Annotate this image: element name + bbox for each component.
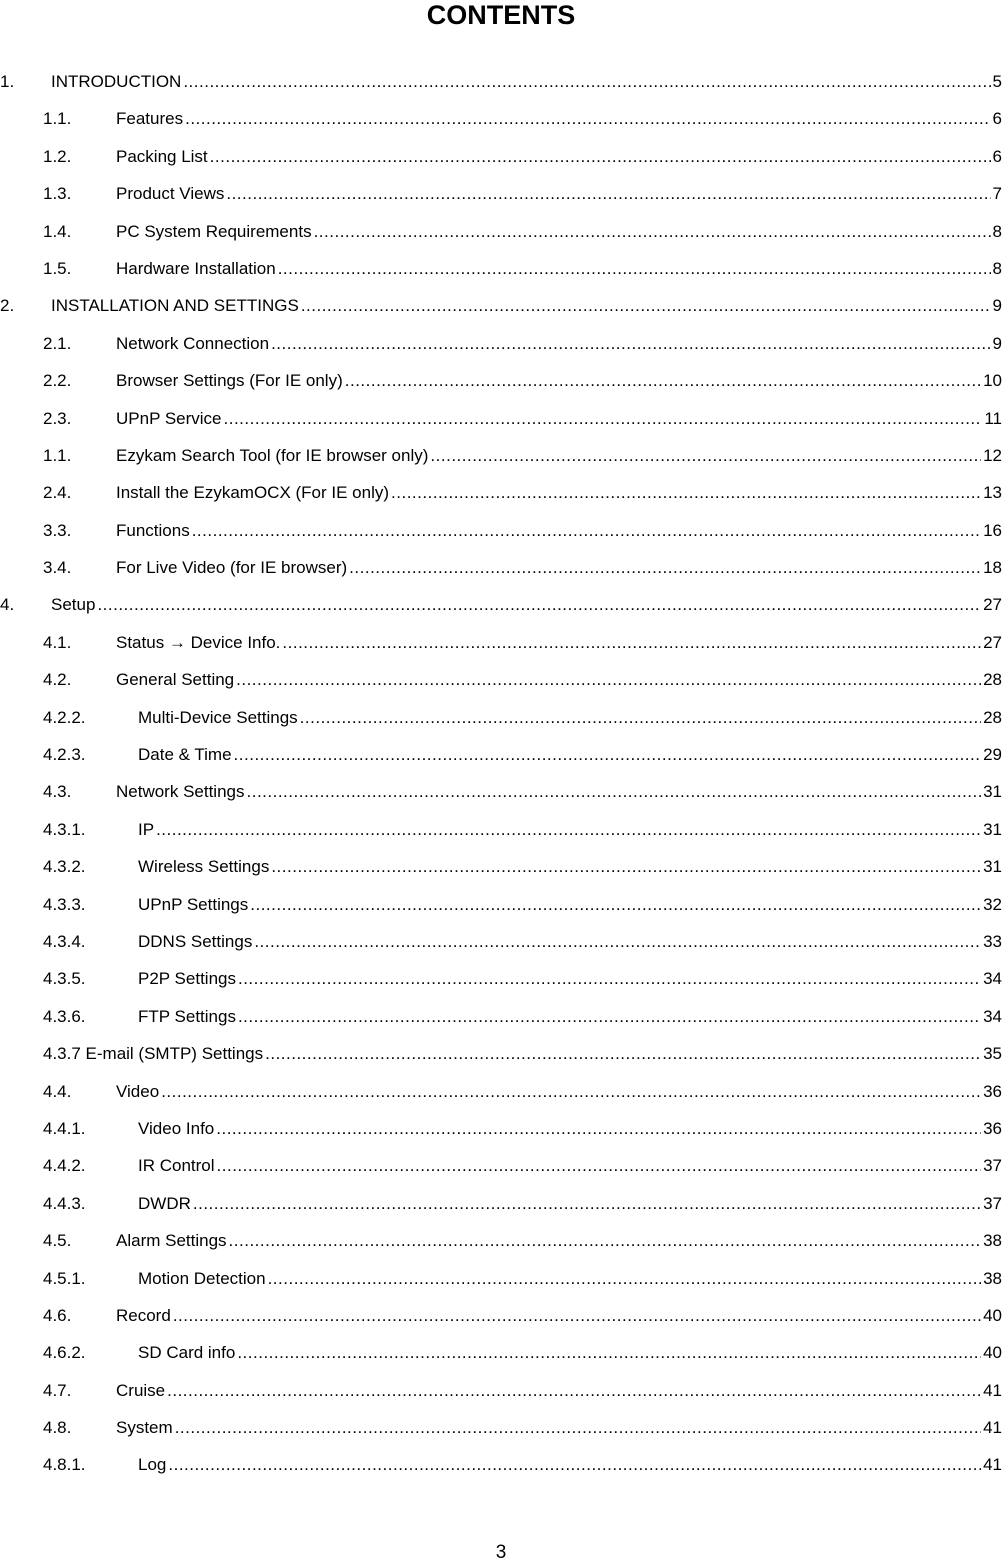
toc-entry-line bbox=[116, 370, 1002, 392]
toc-entry-label: Cruise bbox=[116, 1380, 166, 1400]
toc-entry-line bbox=[51, 71, 1002, 93]
toc-entry-line bbox=[138, 1268, 1002, 1290]
toc-entry-label: For Live Video (for IE browser) bbox=[116, 558, 348, 578]
dot-leader bbox=[247, 781, 982, 803]
toc-entry-page: 12 bbox=[983, 445, 1002, 465]
toc-entry-number: 4.7. bbox=[43, 1380, 72, 1400]
dot-leader bbox=[278, 258, 991, 280]
dot-leader bbox=[430, 445, 981, 467]
toc-entry[interactable] bbox=[0, 445, 1002, 482]
toc-entry-number: 4.2.2. bbox=[43, 707, 86, 727]
toc-entry-page: 37 bbox=[983, 1193, 1002, 1213]
toc-entry-number: 4.8. bbox=[43, 1418, 72, 1438]
toc-entry-page: 8 bbox=[992, 221, 1002, 241]
toc-entry-page: 40 bbox=[983, 1343, 1002, 1363]
toc-entry-label: Browser Settings (For IE only) bbox=[116, 371, 343, 391]
toc-entry-label: Motion Detection bbox=[138, 1268, 266, 1288]
dot-leader bbox=[238, 968, 981, 990]
toc-entry-line bbox=[116, 557, 1002, 579]
toc-entry[interactable] bbox=[0, 370, 1002, 407]
toc-entry-number: 1.3. bbox=[43, 184, 72, 204]
dot-leader bbox=[254, 931, 981, 953]
toc-entry[interactable] bbox=[0, 295, 1002, 332]
toc-entry-line bbox=[116, 1230, 1002, 1252]
dot-leader bbox=[301, 295, 991, 317]
toc-entry[interactable] bbox=[0, 968, 1002, 1005]
toc-entry-page: 27 bbox=[983, 632, 1002, 652]
toc-entry-number: 4.4.1. bbox=[43, 1118, 86, 1138]
toc-entry-page: 32 bbox=[983, 894, 1002, 914]
toc-entry[interactable] bbox=[0, 258, 1002, 295]
toc-entry[interactable] bbox=[0, 333, 1002, 370]
toc-entry-page: 7 bbox=[992, 184, 1002, 204]
dot-leader bbox=[173, 1305, 981, 1327]
toc-entry-label: IR Control bbox=[138, 1156, 215, 1176]
dot-leader bbox=[210, 146, 991, 168]
toc-entry-line bbox=[116, 632, 1002, 654]
toc-entry-page: 6 bbox=[992, 146, 1002, 166]
dot-leader bbox=[349, 557, 981, 579]
toc-entry-number: 4.4.2. bbox=[43, 1156, 86, 1176]
toc-entry-label: 4.3.7 E-mail (SMTP) Settings bbox=[43, 1044, 264, 1064]
toc-entry-label: Ezykam Search Tool (for IE browser only) bbox=[116, 445, 429, 465]
toc-entry-label: Video Info bbox=[138, 1118, 215, 1138]
dot-leader bbox=[224, 408, 983, 430]
toc-entry-label: FTP Settings bbox=[138, 1006, 236, 1026]
toc-entry-page: 34 bbox=[983, 969, 1002, 989]
toc-entry-page: 31 bbox=[983, 819, 1002, 839]
toc-entry-page: 27 bbox=[983, 595, 1002, 615]
toc-entry-page: 9 bbox=[992, 296, 1002, 316]
toc-entry-number: 4.3.6. bbox=[43, 1006, 86, 1026]
toc-entry-line bbox=[116, 221, 1002, 243]
toc-entry-label: Alarm Settings bbox=[116, 1231, 227, 1251]
toc-entry-line bbox=[138, 1454, 1002, 1476]
toc-entry[interactable] bbox=[0, 1342, 1002, 1379]
toc-entry-line bbox=[138, 894, 1002, 916]
toc-entry-label: Log bbox=[138, 1455, 167, 1475]
toc-entry-number: 4.3. bbox=[43, 782, 72, 802]
toc-entry[interactable] bbox=[0, 1305, 1002, 1342]
toc-entry-line bbox=[138, 1193, 1002, 1215]
dot-leader bbox=[97, 594, 981, 616]
toc-entry-number: 4.3.3. bbox=[43, 894, 86, 914]
toc-entry-number: 4.5.1. bbox=[43, 1268, 86, 1288]
toc-entry[interactable] bbox=[0, 781, 1002, 818]
toc-entry-label: System bbox=[116, 1418, 173, 1438]
dot-leader bbox=[345, 370, 981, 392]
toc-entry-number: 4.6. bbox=[43, 1305, 72, 1325]
dot-leader bbox=[168, 1454, 981, 1476]
toc-entry-label: Hardware Installation bbox=[116, 258, 276, 278]
toc-entry-page: 34 bbox=[983, 1006, 1002, 1026]
toc-entry-page: 36 bbox=[983, 1081, 1002, 1101]
toc-entry-label: Status → Device Info. bbox=[116, 632, 281, 652]
toc-entry-number: 4.1. bbox=[43, 632, 72, 652]
dot-leader bbox=[238, 1006, 981, 1028]
toc-entry-line bbox=[116, 520, 1002, 542]
toc-entry-number: 1.1. bbox=[43, 445, 72, 465]
toc-entry-number: 2.3. bbox=[43, 408, 72, 428]
toc-entry-line bbox=[116, 408, 1002, 430]
toc-entry[interactable] bbox=[0, 856, 1002, 893]
toc-entry[interactable] bbox=[0, 408, 1002, 445]
dot-leader bbox=[237, 1342, 981, 1364]
toc-entry-label: General Setting bbox=[116, 670, 235, 690]
dot-leader bbox=[175, 1417, 981, 1439]
toc-entry-page: 31 bbox=[983, 782, 1002, 802]
dot-leader bbox=[391, 482, 981, 504]
toc-entry-line bbox=[116, 1417, 1002, 1439]
dot-leader bbox=[250, 894, 981, 916]
toc-entry-number: 4.4. bbox=[43, 1081, 72, 1101]
toc-entry-number: 2.4. bbox=[43, 483, 72, 503]
toc-entry-number: 4.6.2. bbox=[43, 1343, 86, 1363]
toc-entry-page: 36 bbox=[983, 1118, 1002, 1138]
toc-entry[interactable] bbox=[0, 221, 1002, 258]
toc-entry-number: 2. bbox=[0, 296, 15, 316]
toc-entry-page: 6 bbox=[992, 109, 1002, 129]
toc-entry-label: Product Views bbox=[116, 184, 225, 204]
toc-entry-page: 28 bbox=[983, 670, 1002, 690]
toc-entry-number: 4.5. bbox=[43, 1231, 72, 1251]
toc-entry-number: 1.2. bbox=[43, 146, 72, 166]
toc-entry-number: 3.4. bbox=[43, 558, 72, 578]
toc-entry-page: 38 bbox=[983, 1268, 1002, 1288]
toc-entry[interactable] bbox=[0, 931, 1002, 968]
toc-entry-label: PC System Requirements bbox=[116, 221, 312, 241]
dot-leader bbox=[167, 1380, 981, 1402]
toc-entry[interactable] bbox=[0, 520, 1002, 557]
toc-entry[interactable] bbox=[0, 1006, 1002, 1043]
toc-entry-label: Multi-Device Settings bbox=[138, 707, 298, 727]
dot-leader bbox=[185, 108, 990, 130]
toc-entry-label: DDNS Settings bbox=[138, 931, 253, 951]
toc-entry-line bbox=[138, 931, 1002, 953]
toc-entry-page: 40 bbox=[983, 1305, 1002, 1325]
toc-entry-label: Video bbox=[116, 1081, 160, 1101]
toc-entry-label: UPnP Settings bbox=[138, 894, 249, 914]
toc-entry-line bbox=[51, 594, 1002, 616]
toc-entry-page: 5 bbox=[992, 72, 1002, 91]
toc-entry-line bbox=[116, 1380, 1002, 1402]
toc-entry-number: 1.1. bbox=[43, 109, 72, 129]
toc-entry-label: P2P Settings bbox=[138, 969, 236, 989]
dot-leader bbox=[271, 856, 981, 878]
dot-leader bbox=[268, 1268, 982, 1290]
toc-entry[interactable] bbox=[0, 1454, 1002, 1491]
toc-entry-page: 28 bbox=[983, 707, 1002, 727]
dot-leader bbox=[271, 333, 990, 355]
toc-entry-line bbox=[138, 1118, 1002, 1140]
dot-leader bbox=[161, 1081, 981, 1103]
toc-entry-number: 4.2.3. bbox=[43, 745, 86, 765]
toc-entry-line bbox=[138, 819, 1002, 841]
dot-leader bbox=[226, 183, 990, 205]
dot-leader bbox=[193, 1193, 981, 1215]
toc-entry[interactable] bbox=[0, 707, 1002, 744]
toc-entry-label: SD Card info bbox=[138, 1343, 236, 1363]
toc-entry[interactable] bbox=[0, 744, 1002, 781]
toc-entry-label: Install the EzykamOCX (For IE only) bbox=[116, 483, 390, 503]
toc-entry-number: 2.1. bbox=[43, 333, 72, 353]
toc-entry-label: Network Connection bbox=[116, 333, 270, 353]
toc-entry[interactable] bbox=[0, 71, 1002, 108]
toc-entry-label: Setup bbox=[51, 595, 96, 615]
toc-entry[interactable] bbox=[0, 894, 1002, 931]
toc-entry-label: Record bbox=[116, 1305, 171, 1325]
toc-entry[interactable] bbox=[0, 146, 1002, 183]
toc-entry[interactable] bbox=[0, 1268, 1002, 1305]
toc-entry[interactable] bbox=[0, 1230, 1002, 1267]
toc-entry-line bbox=[116, 258, 1002, 280]
dot-leader bbox=[229, 1230, 982, 1252]
toc-entry[interactable] bbox=[0, 1380, 1002, 1417]
toc-entry-number: 1.5. bbox=[43, 258, 72, 278]
toc-entry[interactable] bbox=[0, 183, 1002, 220]
toc-entry-line bbox=[116, 482, 1002, 504]
toc-entry-line bbox=[51, 295, 1002, 317]
toc-entry[interactable] bbox=[0, 108, 1002, 145]
toc-entry-label: Features bbox=[116, 109, 184, 129]
dot-leader bbox=[314, 221, 991, 243]
page-title: CONTENTS bbox=[426, 0, 576, 30]
toc-entry-number: 4.4.3. bbox=[43, 1193, 86, 1213]
dot-leader bbox=[236, 669, 981, 691]
toc-entry-label: Network Settings bbox=[116, 782, 245, 802]
toc-entry-label: UPnP Service bbox=[116, 408, 222, 428]
toc-entry-page: 41 bbox=[983, 1380, 1002, 1400]
toc-entry[interactable] bbox=[0, 1155, 1002, 1192]
toc-entry-number: 4.2. bbox=[43, 670, 72, 690]
toc-entry-line bbox=[43, 1043, 1002, 1065]
toc-entry-number: 1. bbox=[0, 72, 15, 91]
toc-entry-line bbox=[116, 108, 1002, 130]
toc-entry-page: 33 bbox=[983, 931, 1002, 951]
toc-entry-page: 18 bbox=[983, 558, 1002, 578]
toc-entry-page: 9 bbox=[992, 333, 1002, 353]
toc-entry[interactable] bbox=[0, 1417, 1002, 1454]
toc-entry[interactable] bbox=[0, 632, 1002, 669]
toc-entry-page: 10 bbox=[983, 371, 1002, 391]
toc-entry-label: Date & Time bbox=[138, 745, 232, 765]
toc-entry-number: 4.8.1. bbox=[43, 1455, 86, 1475]
toc-entry-number: 3.3. bbox=[43, 520, 72, 540]
toc-entry-label: INTRODUCTION bbox=[51, 72, 182, 91]
toc-entry-number: 4.3.4. bbox=[43, 931, 86, 951]
toc-entry-line bbox=[138, 1155, 1002, 1177]
toc-entry[interactable] bbox=[0, 819, 1002, 856]
toc-entry-number: 4.3.2. bbox=[43, 857, 86, 877]
dot-leader bbox=[156, 819, 981, 841]
toc-entry-page: 8 bbox=[992, 258, 1002, 278]
toc-entry-line bbox=[116, 669, 1002, 691]
toc-entry-page: 38 bbox=[983, 1231, 1002, 1251]
dot-leader bbox=[282, 632, 981, 654]
toc-entry-page: 11 bbox=[984, 408, 1002, 428]
toc-entry[interactable] bbox=[0, 482, 1002, 519]
toc-entry-label: Wireless Settings bbox=[138, 857, 270, 877]
toc-entry-line bbox=[116, 183, 1002, 205]
dot-leader bbox=[192, 520, 981, 542]
toc-entry-page: 31 bbox=[983, 857, 1002, 877]
toc-entry-page: 41 bbox=[983, 1455, 1002, 1475]
toc-entry-label: DWDR bbox=[138, 1193, 191, 1213]
dot-leader bbox=[265, 1043, 981, 1065]
toc-entry-page: 16 bbox=[983, 520, 1002, 540]
toc-entry-label: Packing List bbox=[116, 146, 208, 166]
toc-entry[interactable] bbox=[0, 1081, 1002, 1118]
toc-entry-page: 41 bbox=[983, 1418, 1002, 1438]
toc-entry-number: 4. bbox=[0, 595, 15, 615]
table-of-contents bbox=[0, 71, 1002, 1492]
page-number: 3 bbox=[495, 1542, 507, 1563]
dot-leader bbox=[183, 71, 990, 93]
toc-entry-page: 13 bbox=[983, 483, 1002, 503]
toc-entry-number: 1.4. bbox=[43, 221, 72, 241]
toc-entry[interactable] bbox=[0, 1193, 1002, 1230]
toc-entry-page: 29 bbox=[983, 745, 1002, 765]
toc-entry-line bbox=[116, 781, 1002, 803]
toc-entry-line bbox=[116, 445, 1002, 467]
toc-entry-line bbox=[116, 1305, 1002, 1327]
toc-entry[interactable] bbox=[0, 594, 1002, 631]
toc-entry-line bbox=[116, 1081, 1002, 1103]
toc-entry-label: Functions bbox=[116, 520, 190, 540]
toc-entry[interactable] bbox=[0, 1118, 1002, 1155]
toc-entry-number: 4.3.5. bbox=[43, 969, 86, 989]
toc-entry-line bbox=[138, 1342, 1002, 1364]
toc-entry-line bbox=[138, 1006, 1002, 1028]
toc-entry-line bbox=[138, 968, 1002, 990]
toc-entry-label: IP bbox=[138, 819, 155, 839]
toc-entry[interactable] bbox=[0, 1043, 1002, 1080]
toc-entry-line bbox=[138, 856, 1002, 878]
toc-entry-page: 37 bbox=[983, 1156, 1002, 1176]
toc-entry-number: 2.2. bbox=[43, 371, 72, 391]
toc-entry-line bbox=[138, 744, 1002, 766]
dot-leader bbox=[217, 1155, 982, 1177]
toc-entry[interactable] bbox=[0, 669, 1002, 706]
dot-leader bbox=[300, 707, 981, 729]
dot-leader bbox=[234, 744, 982, 766]
toc-entry-page: 35 bbox=[983, 1044, 1002, 1064]
toc-entry[interactable] bbox=[0, 557, 1002, 594]
dot-leader bbox=[216, 1118, 981, 1140]
toc-entry-number: 4.3.1. bbox=[43, 819, 86, 839]
toc-entry-line bbox=[138, 707, 1002, 729]
toc-entry-line bbox=[116, 146, 1002, 168]
toc-entry-label: INSTALLATION AND SETTINGS bbox=[51, 296, 299, 316]
toc-entry-line bbox=[116, 333, 1002, 355]
